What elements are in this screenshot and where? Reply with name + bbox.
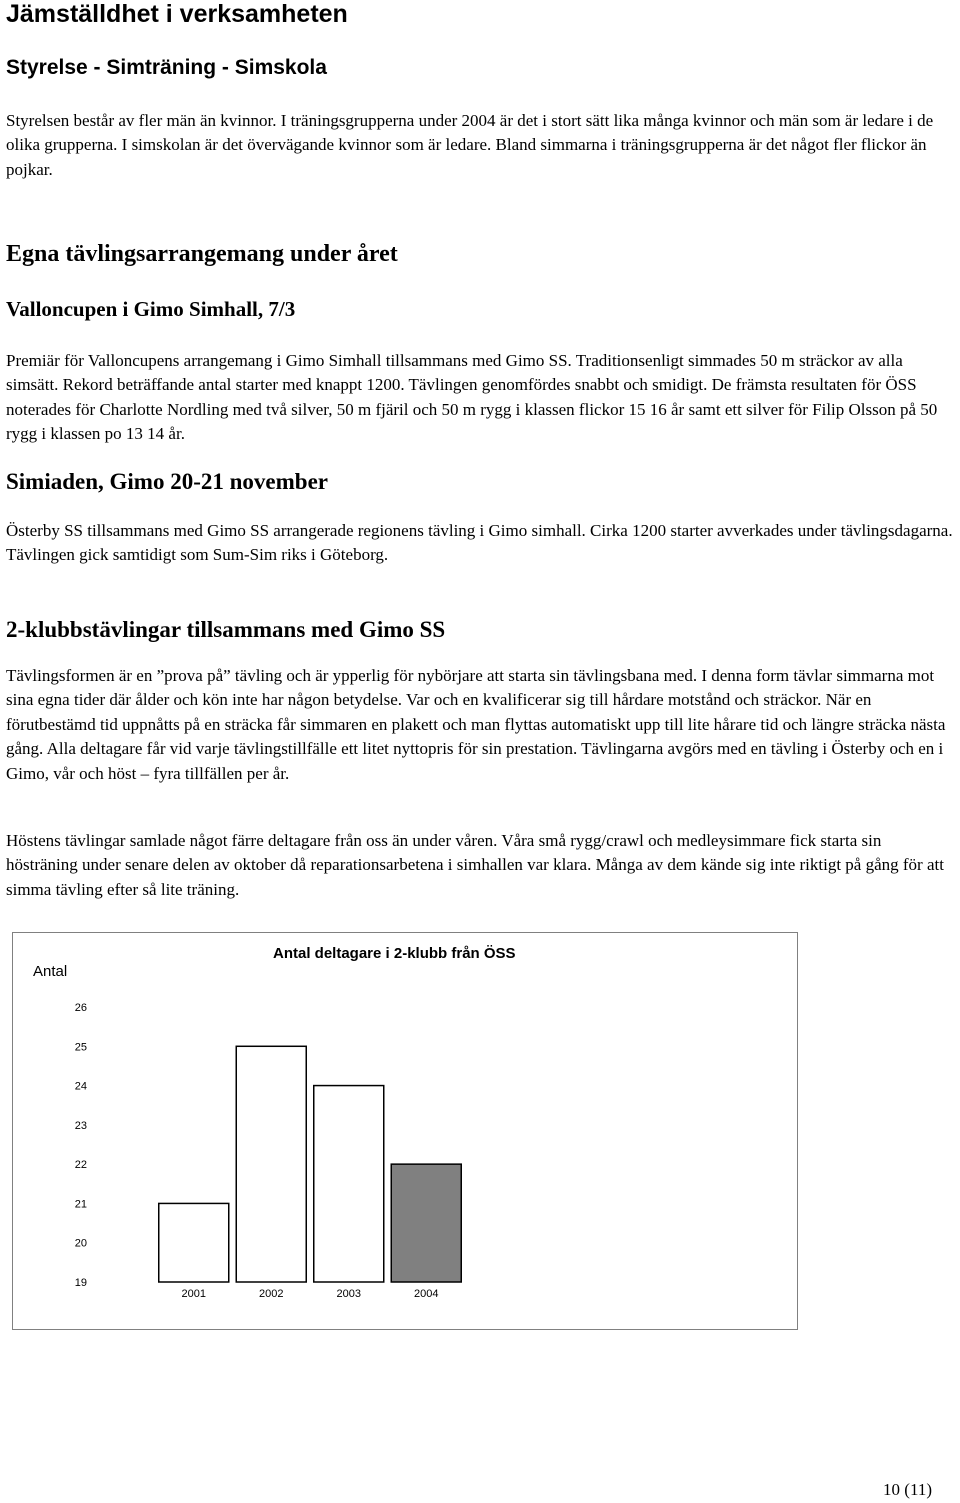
chart-bar-2003 bbox=[314, 1086, 384, 1282]
section-subheading: Styrelse - Simträning - Simskola bbox=[6, 56, 327, 79]
chart-title: Antal deltagare i 2-klubb från ÖSS bbox=[273, 945, 516, 962]
competitions-heading: Egna tävlingsarrangemang under året bbox=[6, 241, 398, 267]
simiaden-paragraph: Österby SS tillsammans med Gimo SS arrangerade regionens tävling i Gimo simhall. Cirka 1200 starter avverkades under tävlingsdagarna. Tävlingen gick samtidigt som Sum-Sim riks i Göteborg. bbox=[6, 521, 953, 565]
intro-paragraph: Styrelsen består av fler män än kvinnor. I träningsgrupperna under 2004 är det i stort sätt lika många kvinnor och män som är ledare i de olika grupperna. I simskolan är det övervägande kvinnor som är ledare. Bland simmarna i träningsgrupperna är det något fler flickor än pojkar. bbox=[6, 111, 934, 179]
chart-y-axis-label: Antal bbox=[33, 963, 68, 980]
simiaden-heading: Simiaden, Gimo 20-21 november bbox=[6, 469, 328, 494]
y-tick-label: 22 bbox=[74, 1159, 87, 1172]
valloncupen-heading: Valloncupen i Gimo Simhall, 7/3 bbox=[6, 297, 296, 321]
x-tick-label: 2002 bbox=[259, 1288, 284, 1300]
x-tick-label: 2001 bbox=[181, 1288, 206, 1300]
2klubb-paragraph-1: Tävlingsformen är en ”prova på” tävling och är ypperlig för nybörjare att starta sin tävlingsbana med. I denna form tävlar simmarna mot sina egna tider där ålder och kön inte har någon betydelse. Var och en kvalificerar sig till hårdare motstånd och sträckor. När en förutbestämd tid uppnåtts på en sträcka får simmaren en plakett och man flyttas automatiskt upp till lite hårare tid och längre sträcka nästa gång. Alla deltagare får vid varje tävlingstillfälle ett litet nyttopris för sin prestation. Tävlingarna avgörs med en tävling i Österby och en i Gimo, vår och höst – fyra tillfällen per år. bbox=[6, 666, 946, 783]
y-tick-label: 25 bbox=[74, 1041, 87, 1054]
y-tick-label: 19 bbox=[74, 1277, 87, 1289]
chart-bar-2002 bbox=[236, 1046, 306, 1282]
participants-chart bbox=[12, 932, 798, 1330]
y-tick-label: 21 bbox=[74, 1198, 87, 1211]
chart-bar-2004 bbox=[391, 1164, 461, 1282]
chart-plot-area bbox=[13, 933, 799, 1331]
y-tick-label: 24 bbox=[74, 1080, 87, 1093]
valloncupen-paragraph: Premiär för Valloncupens arrangemang i Gimo Simhall tillsammans med Gimo SS. Traditionsenligt simmades 50 m sträckor av alla simsätt. Rekord beträffande antal starter med knappt 1200. Tävlingen genomfördes snabbt och smidigt. De främsta resultaten för ÖSS noterades för Charlotte Nordling med två silver, 50 m fjäril och 50 m rygg i klassen flickor 15 16 år samt ett silver för Filip Olsson på 50 rygg i klassen po 13 14 år. bbox=[6, 351, 938, 444]
y-tick-label: 26 bbox=[74, 1002, 87, 1014]
x-tick-label: 2003 bbox=[336, 1288, 361, 1300]
chart-bar-2001 bbox=[159, 1203, 229, 1282]
2klubb-heading: 2-klubbstävlingar tillsammans med Gimo SS bbox=[6, 617, 446, 642]
page-number: 10 (11) bbox=[883, 1480, 932, 1499]
2klubb-paragraph-2: Höstens tävlingar samlade något färre deltagare från oss än under våren. Våra små rygg/crawl och medleysimmare fick starta sin hösträning under senare delen av oktober då reparationsarbetena i simhallen var klara. Många av dem kände sig inte riktigt på gång för att simma tävling efter så lite träning. bbox=[6, 831, 944, 899]
x-tick-label: 2004 bbox=[414, 1288, 439, 1300]
y-tick-label: 20 bbox=[74, 1237, 87, 1250]
y-tick-label: 23 bbox=[74, 1119, 87, 1132]
page-heading: Jämställdhet i verksamheten bbox=[6, 0, 348, 28]
